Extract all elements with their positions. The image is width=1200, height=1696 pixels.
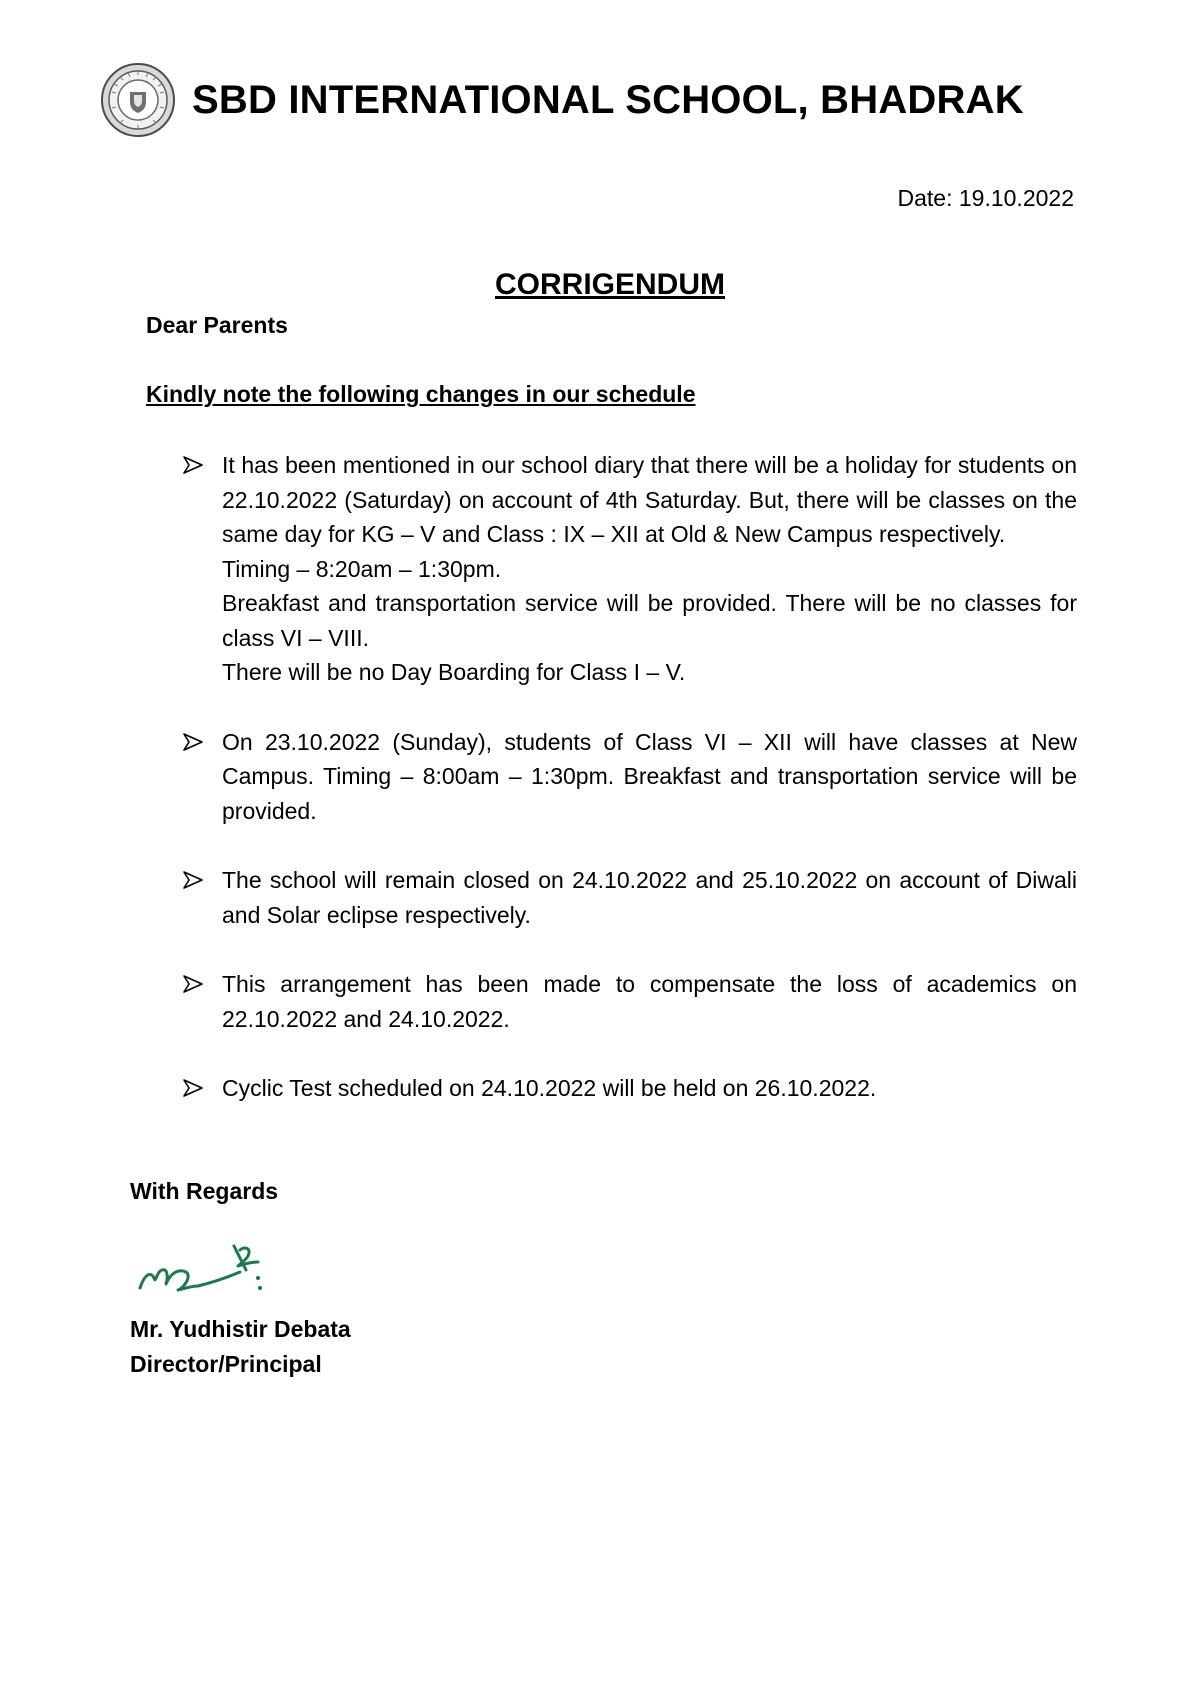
paragraph: On 23.10.2022 (Sunday), students of Class VI – XII will have classes at New Campus. Timing – 8:00am – 1:30pm. Breakfast and transportation service will be provided. (222, 728, 1077, 824)
list-item (182, 863, 1077, 932)
paragraph: There will be no Day Boarding for Class I – V. (222, 659, 686, 685)
list-item-text (222, 863, 1077, 932)
signature-image (134, 1232, 294, 1302)
list-item (182, 725, 1077, 829)
date-label: Date: (897, 185, 953, 211)
school-name: SBD INTERNATIONAL SCHOOL, BHADRAK (192, 77, 1024, 122)
intro-heading: Kindly note the following changes in our schedule (146, 381, 696, 407)
document-title: CORRIGENDUM (495, 268, 725, 301)
signatory-designation: Director/Principal (130, 1351, 322, 1377)
list-item (182, 967, 1077, 1036)
paragraph: Breakfast and transportation service will be provided. There will be no classes for class VI – VIII. (222, 590, 1077, 651)
letterhead (100, 62, 1024, 138)
paragraph: Cyclic Test scheduled on 24.10.2022 will be held on 26.10.2022. (222, 1075, 877, 1101)
signatory-name: Mr. Yudhistir Debata (130, 1316, 351, 1342)
arrow-bullet-icon (182, 973, 204, 995)
list-item-text (222, 448, 1077, 690)
list-item-text (222, 967, 1077, 1036)
arrow-bullet-icon (182, 1077, 204, 1099)
paragraph: This arrangement has been made to compensate the loss of academics on 22.10.2022 and 24.10.2022. (222, 971, 1077, 1032)
paragraph: Timing – 8:20am – 1:30pm. (222, 555, 502, 582)
arrow-bullet-icon (182, 454, 204, 476)
paragraph: The school will remain closed on 24.10.2022 and 25.10.2022 on account of Diwali and Solar eclipse respectively. (222, 867, 1077, 928)
list-item-text (222, 725, 1077, 829)
list-item (182, 448, 1077, 690)
list-item-text (222, 1071, 1077, 1106)
school-seal-icon (100, 62, 176, 138)
salutation: Dear Parents (146, 312, 288, 338)
arrow-bullet-icon (182, 731, 204, 753)
closing-regards: With Regards (130, 1178, 279, 1204)
list-item (182, 1071, 1077, 1106)
arrow-bullet-icon (182, 869, 204, 891)
paragraph: It has been mentioned in our school diary that there will be a holiday for students on 22.10.2022 (Saturday) on account of 4th Saturday. But, there will be classes on the same day for KG – V and Class : IX – XII at Old & New Campus respectively. (222, 452, 1077, 547)
date-value: 19.10.2022 (958, 185, 1074, 211)
schedule-changes-list (182, 448, 1077, 1141)
letter-date (898, 185, 1075, 212)
